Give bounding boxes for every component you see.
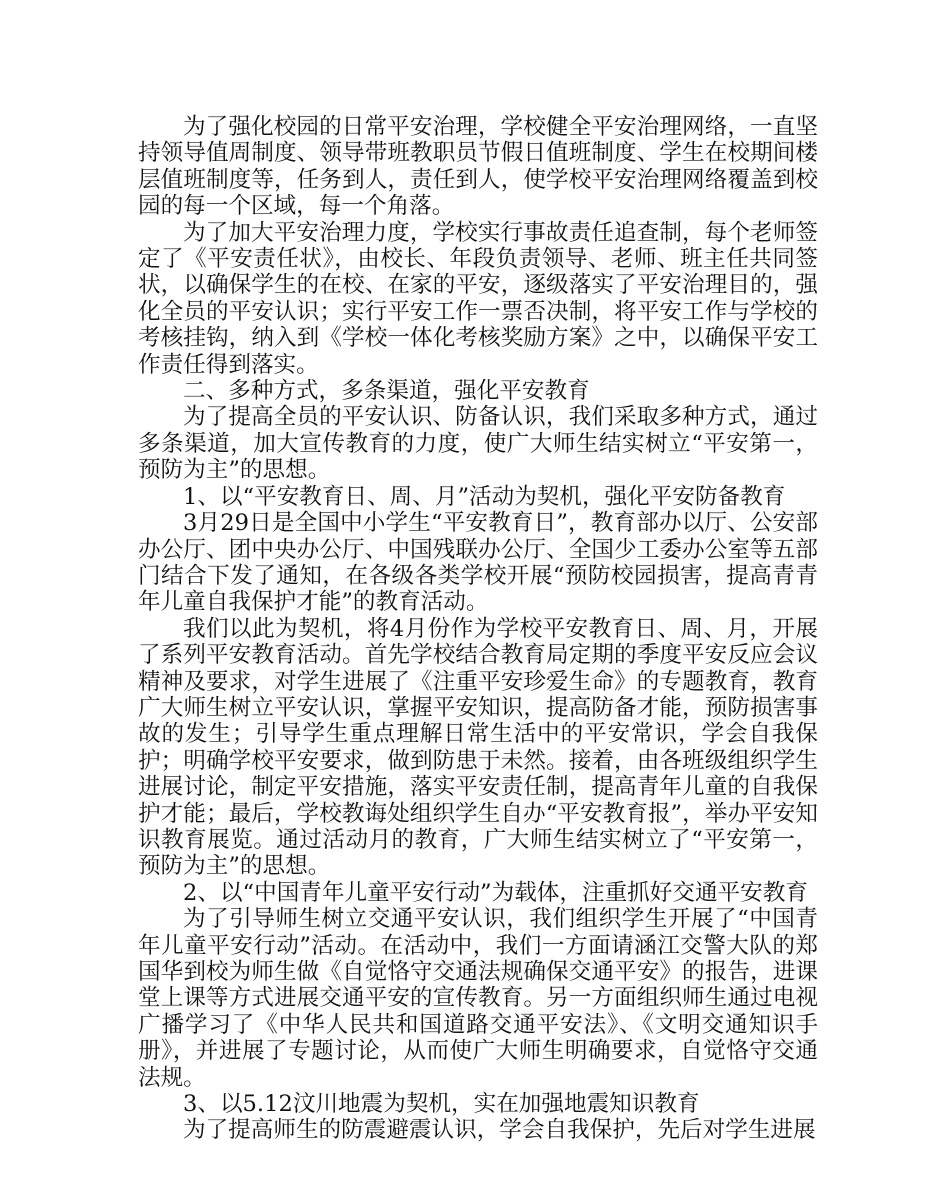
subheading-earthquake-education: 3、以5.12汶川地震为契机，实在加强地震知识教育 bbox=[183, 1091, 700, 1118]
paragraph-daily-safety-management: 为了强化校园的日常平安治理，学校健全平安治理网络，一直坚持领导值周制度、领导带班教职员节假日值班制度、学生在校期间楼层值班制度等，任务到人，责任到人，使学校平安治理网络覆盖到校园的每一个区域，每一个角落。 bbox=[138, 114, 818, 220]
paragraph-education-overview: 为了提高全员的平安认识、防备认识，我们采取多种方式，通过多条渠道，加大宣传教育的力度，使广大师生结实树立“平安第一，预防为主”的思想。 bbox=[138, 404, 818, 484]
paragraph-earthquake-education: 为了提高师生的防震避震认识，学会自我保护，先后对学生进展 bbox=[183, 1117, 816, 1144]
paragraph-responsibility-system: 为了加大平安治理力度，学校实行事故责任追查制，每个老师签定了《平安责任状》，由校长、年段负责领导、老师、班主任共同签状，以确保学生的在校、在家的平安，逐级落实了平安治理目的，强化全员的平安认识；实行平安工作一票否决制，将平安工作与学校的考核挂钩，纳入到《学校一体化考核奖励方案》之中，以确保平安工作责任得到落实。 bbox=[138, 219, 818, 378]
paragraph-traffic-safety: 为了引导师生树立交通平安认识，我们组织学生开展了“中国青年儿童平安行动”活动。在活动中，我们一方面请涵江交警大队的郑国华到校为师生做《自觉恪守交通法规确保交通平安》的报告，进课堂上课等方式进展交通平安的宣传教育。另一方面组织师生通过电视广播学习了《中华人民共和国道路交通平安法》、《文明交通知识手册》，并进展了专题讨论，从而使广大师生明确要求，自觉恪守交通法规。 bbox=[138, 906, 818, 1091]
subheading-traffic-safety: 2、以“中国青年儿童平安行动”为载体，注重抓好交通平安教育 bbox=[183, 879, 808, 906]
paragraph-april-activities: 我们以此为契机，将4月份作为学校平安教育日、周、月，开展了系列平安教育活动。首先学校结合教育局定期的季度平安反应会议精神及要求，对学生进展了《注重平安珍爱生命》的专题教育，教育广大师生树立平安认识，掌握平安知识，提高防备才能，预防损害事故的发生；引导学生重点理解日常生活中的平安常识，学会自我保护；明确学校平安要求，做到防患于未然。接着，由各班级组织学生进展讨论，制定平安措施，落实平安责任制，提高青年儿童的自我保护才能；最后，学校教诲处组织学生自办“平安教育报”，举办平安知识教育展览。通过活动月的教育，广大师生结实树立了“平安第一，预防为主”的思想。 bbox=[138, 615, 818, 880]
paragraph-march-29: 3月29日是全国中小学生“平安教育日”，教育部办以厅、公安部办公厅、团中央办公厅、中国残联办公厅、全国少工委办公室等五部门结合下发了通知，在各级各类学校开展“预防校园损害，提高青青年儿童自我保护才能”的教育活动。 bbox=[138, 510, 818, 616]
section-heading-safety-education: 二、多种方式，多条渠道，强化平安教育 bbox=[183, 378, 590, 405]
document-page bbox=[138, 114, 818, 1144]
subheading-safety-education-day: 1、以“平安教育日、周、月”活动为契机，强化平安防备教育 bbox=[183, 483, 786, 510]
